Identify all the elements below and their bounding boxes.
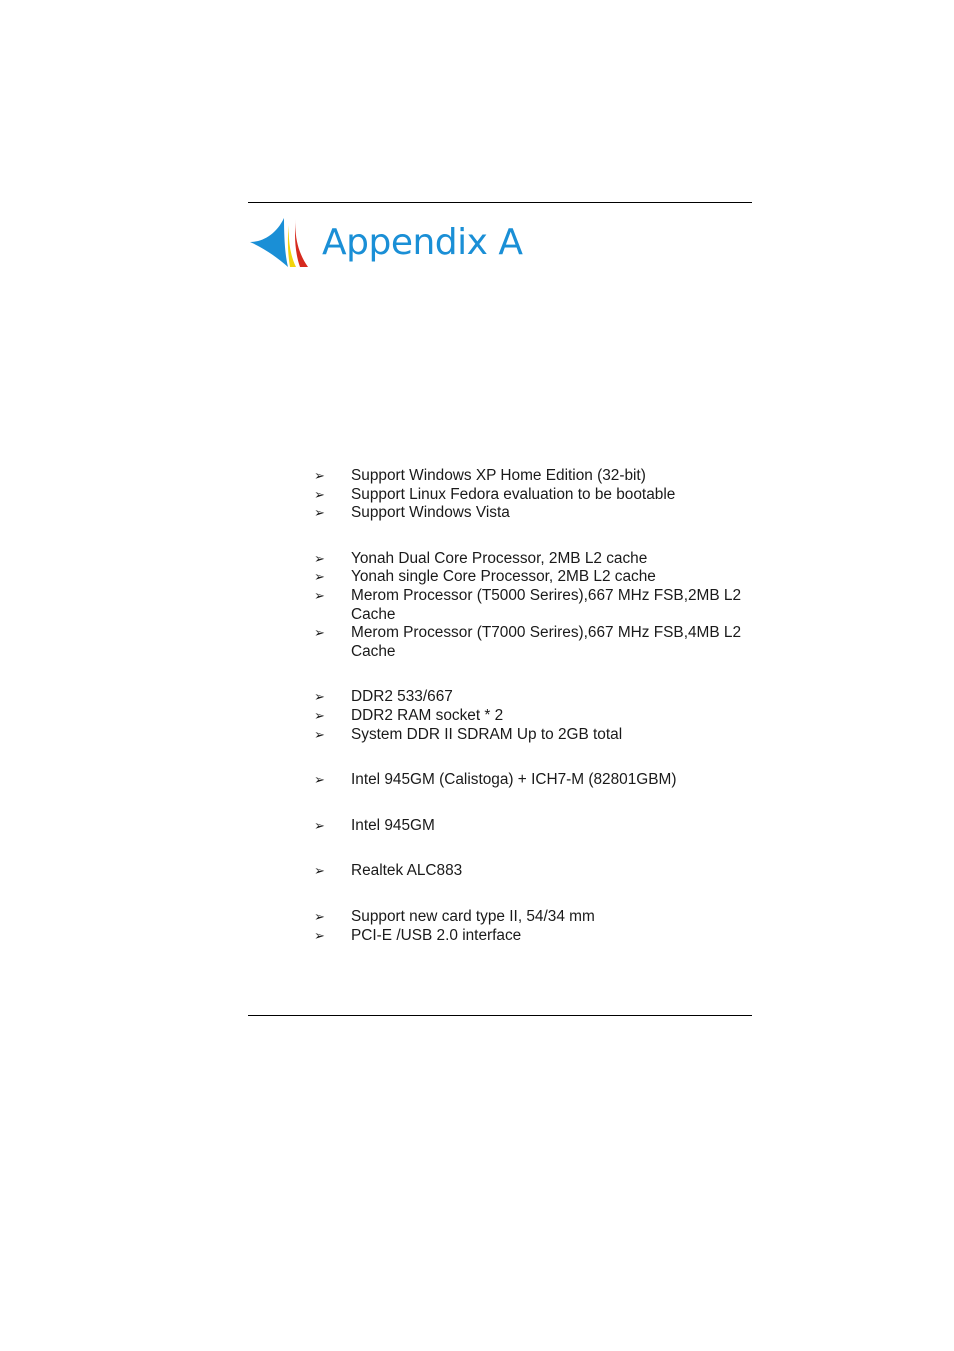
arrowhead-bullet-icon: ➢ xyxy=(314,625,325,641)
list-item-text: DDR2 RAM socket * 2 xyxy=(351,706,504,724)
list-item xyxy=(313,568,753,587)
arrowhead-bullet-icon: ➢ xyxy=(314,817,325,833)
list-item-text: Intel 945GM xyxy=(351,816,435,834)
list-item-text: Support Windows Vista xyxy=(351,504,510,522)
list-item xyxy=(313,624,753,661)
top-rule xyxy=(248,202,752,203)
list-item-text: Support Windows XP Home Edition (32-bit) xyxy=(351,467,646,484)
list-item xyxy=(313,688,753,707)
list-item xyxy=(313,550,753,569)
list-item-text: PCI-E /USB 2.0 interface xyxy=(351,926,522,944)
arrowhead-bullet-icon: ➢ xyxy=(314,927,325,943)
list-item-text: Support new card type II, 54/34 mm xyxy=(351,907,595,925)
list-item xyxy=(313,862,753,881)
list-item-text: Merom Processor (T7000 Serires),667 MHz FSB,4MB L2 Cache xyxy=(351,624,742,660)
spec-group xyxy=(313,817,753,836)
arrowhead-bullet-icon: ➢ xyxy=(314,587,325,603)
arrowhead-bullet-icon: ➢ xyxy=(314,569,325,585)
list-item xyxy=(313,467,753,486)
page-title: Appendix A xyxy=(322,222,523,263)
list-item-text: Realtek ALC883 xyxy=(351,862,463,880)
chapter-header xyxy=(248,212,523,272)
arrowhead-bullet-icon: ➢ xyxy=(314,772,325,788)
spec-list xyxy=(313,467,753,945)
list-item-text: Yonah Dual Core Processor, 2MB L2 cache xyxy=(351,549,648,567)
list-item xyxy=(313,504,753,523)
list-item xyxy=(313,726,753,745)
list-item-text: System DDR II SDRAM Up to 2GB total xyxy=(351,725,623,743)
arrowhead-bullet-icon: ➢ xyxy=(314,550,325,566)
bottom-rule xyxy=(248,1015,752,1016)
arrowhead-bullet-icon: ➢ xyxy=(314,468,325,483)
list-item xyxy=(313,771,753,790)
spec-group xyxy=(313,550,753,662)
list-item xyxy=(313,927,753,946)
list-item xyxy=(313,486,753,505)
arrowhead-bullet-icon: ➢ xyxy=(314,707,325,723)
list-item-text: Intel 945GM (Calistoga) + ICH7-M (82801GBM) xyxy=(351,771,677,789)
arrowhead-bullet-icon: ➢ xyxy=(314,486,325,502)
sail-logo-icon xyxy=(248,215,310,269)
spec-group xyxy=(313,688,753,744)
arrowhead-bullet-icon: ➢ xyxy=(314,689,325,705)
list-item-text: Yonah single Core Processor, 2MB L2 cache xyxy=(351,568,656,586)
list-item-text: Merom Processor (T5000 Serires),667 MHz FSB,2MB L2 Cache xyxy=(351,586,742,623)
list-item xyxy=(313,587,753,624)
list-item xyxy=(313,908,753,927)
list-item-text: DDR2 533/667 xyxy=(351,688,453,706)
list-item xyxy=(313,707,753,726)
arrowhead-bullet-icon: ➢ xyxy=(314,908,325,924)
spec-group xyxy=(313,862,753,881)
spec-group xyxy=(313,908,753,945)
arrowhead-bullet-icon: ➢ xyxy=(314,863,325,879)
spec-group xyxy=(313,467,753,523)
arrowhead-bullet-icon: ➢ xyxy=(314,505,325,521)
list-item-text: Support Linux Fedora evaluation to be bootable xyxy=(351,485,676,503)
list-item xyxy=(313,817,753,836)
arrowhead-bullet-icon: ➢ xyxy=(314,726,325,742)
spec-group xyxy=(313,771,753,790)
